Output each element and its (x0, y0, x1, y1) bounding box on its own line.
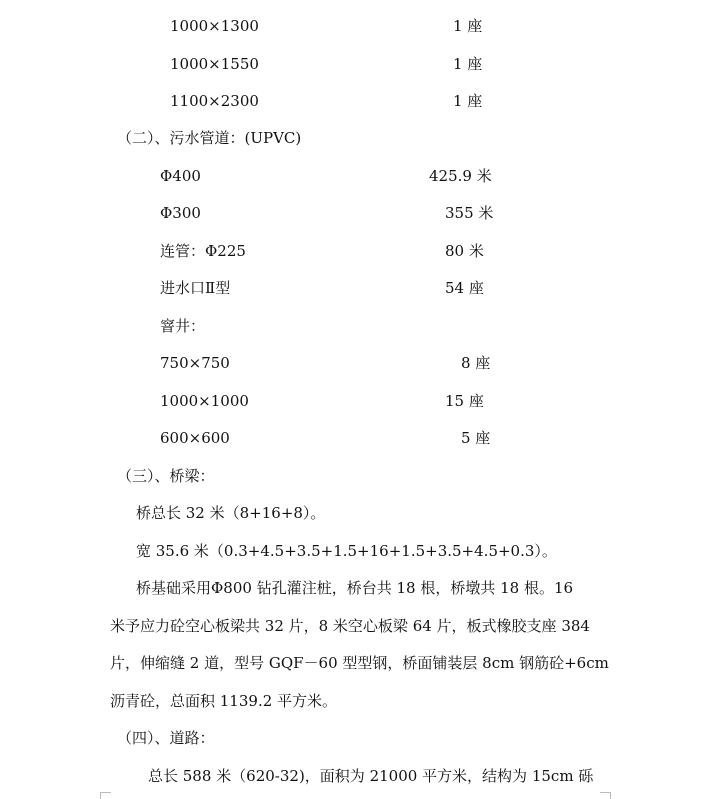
road-line: 总长 588 米（620-32)，面积为 21000 平方米，结构为 15cm 砾 (148, 767, 594, 785)
well-qty: 1 座 (453, 92, 483, 110)
wells-label: 窨井： (160, 317, 206, 335)
pipe-name: 连管：Φ225 (160, 242, 246, 260)
pipe-qty: 425.9 米 (429, 167, 492, 185)
well-size: 600×600 (160, 429, 230, 447)
bridge-width: 宽 35.6 米（0.3+4.5+3.5+1.5+16+1.5+3.5+4.5+0.3）。 (136, 542, 557, 560)
bridge-foundation-line: 桥基础采用Φ800 钻孔灌注桩，桥台共 18 根，桥墩共 18 根。16 (136, 579, 574, 597)
table-row (0, 89, 714, 113)
well-qty: 1 座 (453, 55, 483, 73)
well-size: 1000×1550 (170, 55, 259, 73)
pipe-qty: 80 米 (445, 242, 484, 260)
bridge-length: 桥总长 32 米（8+16+8）。 (136, 504, 326, 522)
table-row (0, 239, 714, 263)
bridge-foundation-line: 米予应力砼空心板梁共 32 片，8 米空心板梁 64 片，板式橡胶支座 384 (110, 617, 590, 635)
pipe-name: 进水口Ⅱ型 (160, 279, 231, 297)
table-row (0, 426, 714, 450)
table-row (0, 276, 714, 300)
sewage-heading: （二）、污水管道：(UPVC) (117, 129, 302, 147)
pipe-qty: 355 米 (445, 204, 494, 222)
well-qty: 5 座 (461, 429, 491, 447)
table-row (0, 201, 714, 225)
well-qty: 8 座 (461, 354, 491, 372)
bridge-foundation-line: 沥青砼，总面积 1139.2 平方米。 (110, 692, 338, 710)
pipe-name: Φ300 (160, 204, 201, 222)
well-qty: 15 座 (445, 392, 484, 410)
table-row (0, 14, 714, 38)
pipe-name: Φ400 (160, 167, 201, 185)
table-row (0, 389, 714, 413)
well-size: 1100×2300 (170, 92, 259, 110)
pipe-qty: 54 座 (445, 279, 484, 297)
well-qty: 1 座 (453, 17, 483, 35)
bridge-foundation-line: 片，伸缩缝 2 道，型号 GQF－60 型型钢，桥面铺装层 8cm 钢筋砼+6cm (110, 654, 609, 672)
well-size: 750×750 (160, 354, 230, 372)
well-size: 1000×1000 (160, 392, 249, 410)
table-row (0, 351, 714, 375)
table-row (0, 164, 714, 188)
well-size: 1000×1300 (170, 17, 259, 35)
table-row (0, 52, 714, 76)
road-heading: （四）、道路： (117, 729, 215, 747)
bridge-heading: （三）、桥梁： (117, 467, 215, 485)
